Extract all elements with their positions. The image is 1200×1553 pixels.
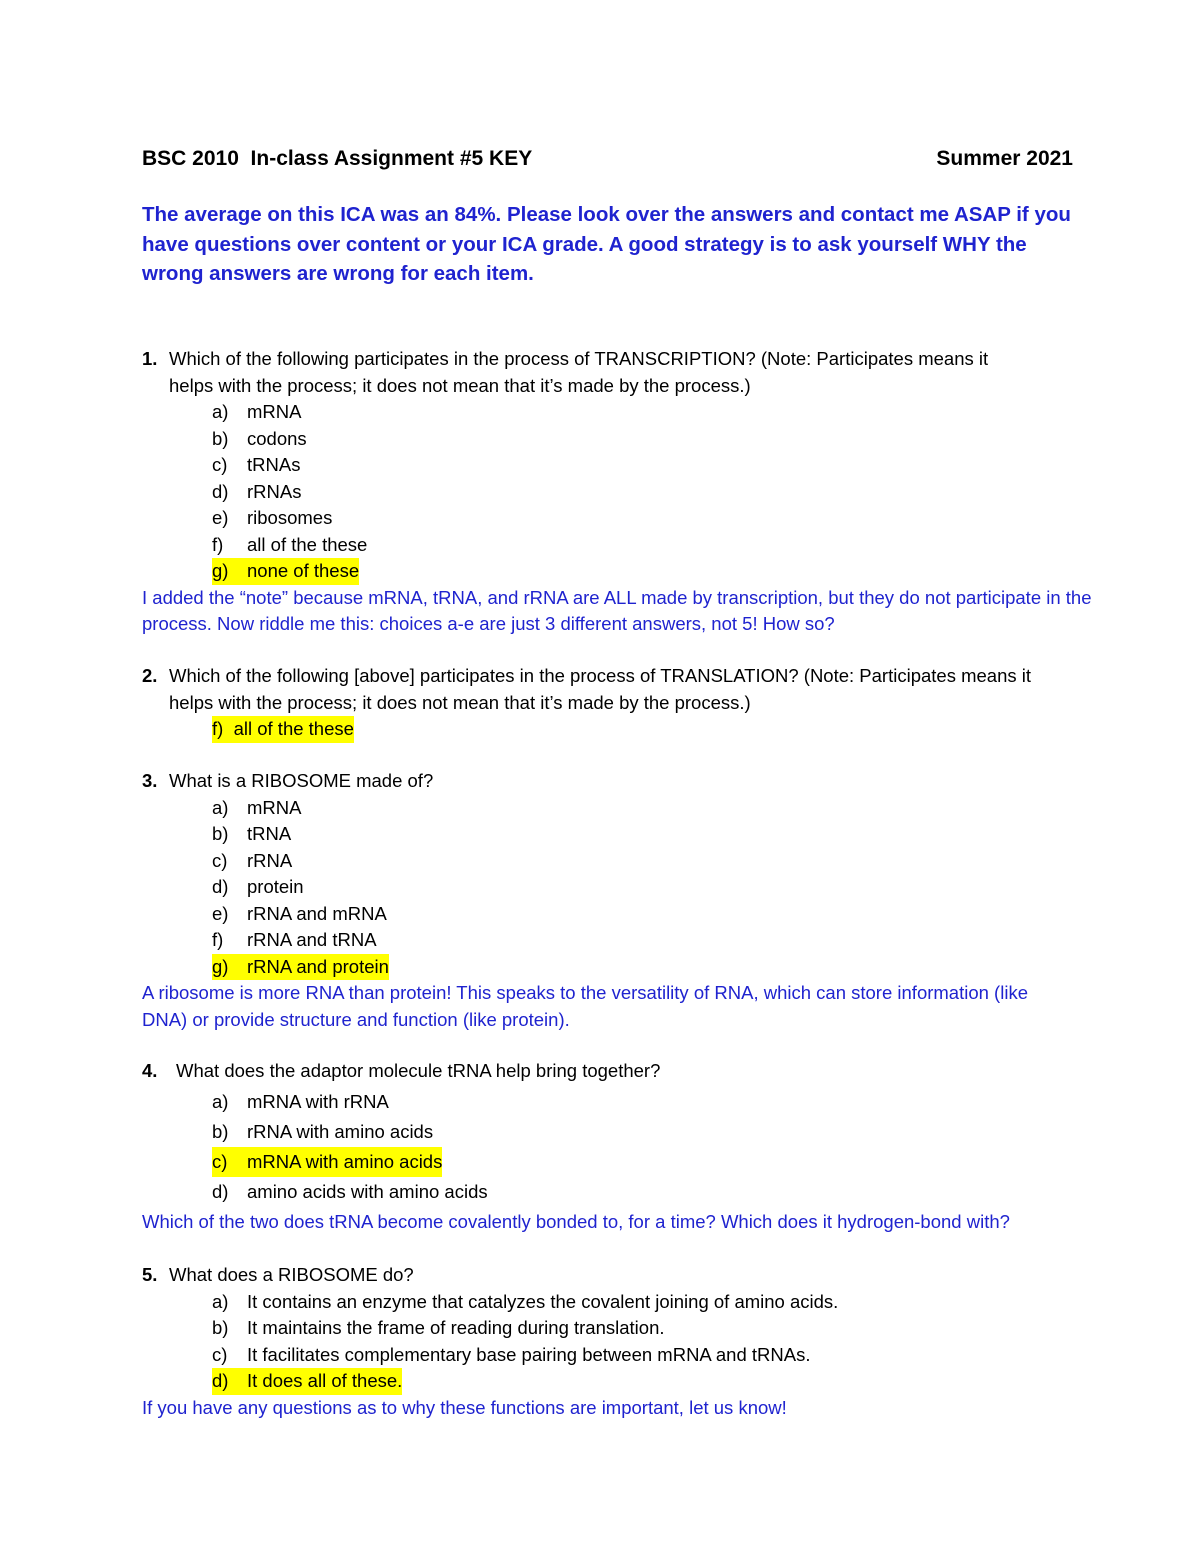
choice-list [142,399,1102,585]
choice-b: b) codons [212,427,307,449]
choice-e: e) rRNA and mRNA [212,902,387,924]
choice-b: b) tRNA [212,823,292,844]
choice-b: b) It maintains the frame of reading during translation. [212,1317,665,1338]
assignment-title: BSC 2010 In-class Assignment #5 KEY [142,147,533,170]
question-number: 5. [142,1264,158,1285]
question-2 [142,663,1102,743]
choice-d: d) amino acids with amino acids [212,1180,488,1202]
question-number: 1. [142,348,158,369]
choice-g-correct [212,954,1102,981]
question-stem: What does a RIBOSOME do? [169,1264,414,1285]
question-number: 4. [142,1060,158,1081]
choice-a: a) mRNA [212,401,302,422]
question-stem: What does the adaptor molecule tRNA help bring together? [176,1060,661,1081]
document-header [142,144,1073,174]
choice-d-correct [212,1368,1102,1395]
choice-c-correct [212,1147,1102,1177]
answer-explanation: A ribosome is more RNA than protein! This speaks to the versatility of RNA, which can store information (like DNA) or provide structure and function (like protein). [142,982,1028,1030]
choice-g-correct [212,558,1102,585]
choice-e: e) ribosomes [212,507,333,528]
question-5 [142,1262,1102,1421]
answer-highlight: c) mRNA with amino acids [212,1147,442,1177]
answer-highlight: d) It does all of these. [212,1368,402,1395]
choice-list [142,1289,1102,1395]
answer-explanation: I added the “note” because mRNA, tRNA, and rRNA are ALL made by transcription, but they do not participate in the process. Now riddle me this: choices a-e are just 3 different answers, not 5! How so? [142,586,1092,634]
choice-c: c) rRNA [212,849,293,871]
term-label: Summer 2021 [936,147,1073,170]
answer-explanation: Which of the two does tRNA become covalently bonded to, for a time? Which does it hydrogen-bond with? [142,1210,1010,1232]
question-4 [142,1058,1102,1237]
question-stem: Which of the following participates in the process of TRANSCRIPTION? (Note: Participates means it helps with the process; it does not mean that it’s made by the process.) [169,348,989,396]
choice-d: d) rRNAs [212,480,302,502]
question-stem: What is a RIBOSOME made of? [169,770,434,791]
choice-list [142,795,1102,981]
choice-b: b) rRNA with amino acids [212,1120,434,1142]
choice-c: c) tRNAs [212,454,301,475]
question-number: 2. [142,665,158,686]
intro-paragraph: The average on this ICA was an 84%. Please look over the answers and contact me ASAP if you have questions over content or your ICA grade. A good strategy is to ask yourself WHY the wrong answers are wrong for each item. [142,203,1071,285]
answer-highlight: g) rRNA and protein [212,954,389,981]
choice-a: a) It contains an enzyme that catalyzes the covalent joining of amino acids. [212,1290,839,1312]
question-3 [142,768,1102,1033]
choice-a: a) mRNA [212,796,302,818]
answer-highlight: g) none of these [212,558,359,585]
choice-list [142,1087,1102,1207]
choice-f: f) rRNA and tRNA [212,929,377,950]
choice-f-correct [212,716,1102,743]
choice-a: a) mRNA with rRNA [212,1090,389,1112]
choice-c: c) It facilitates complementary base pairing between mRNA and tRNAs. [212,1343,811,1365]
answer-explanation: If you have any questions as to why these functions are important, let us know! [142,1396,787,1418]
choice-d: d) protein [212,876,304,897]
choice-f: f) all of the these [212,533,368,555]
question-stem: Which of the following [above] participates in the process of TRANSLATION? (Note: Participates means it helps with the process; it does not mean that it’s made by the process.) [169,665,1032,713]
question-1 [142,346,1102,638]
answer-highlight: f) all of the these [212,716,354,743]
question-number: 3. [142,770,158,791]
